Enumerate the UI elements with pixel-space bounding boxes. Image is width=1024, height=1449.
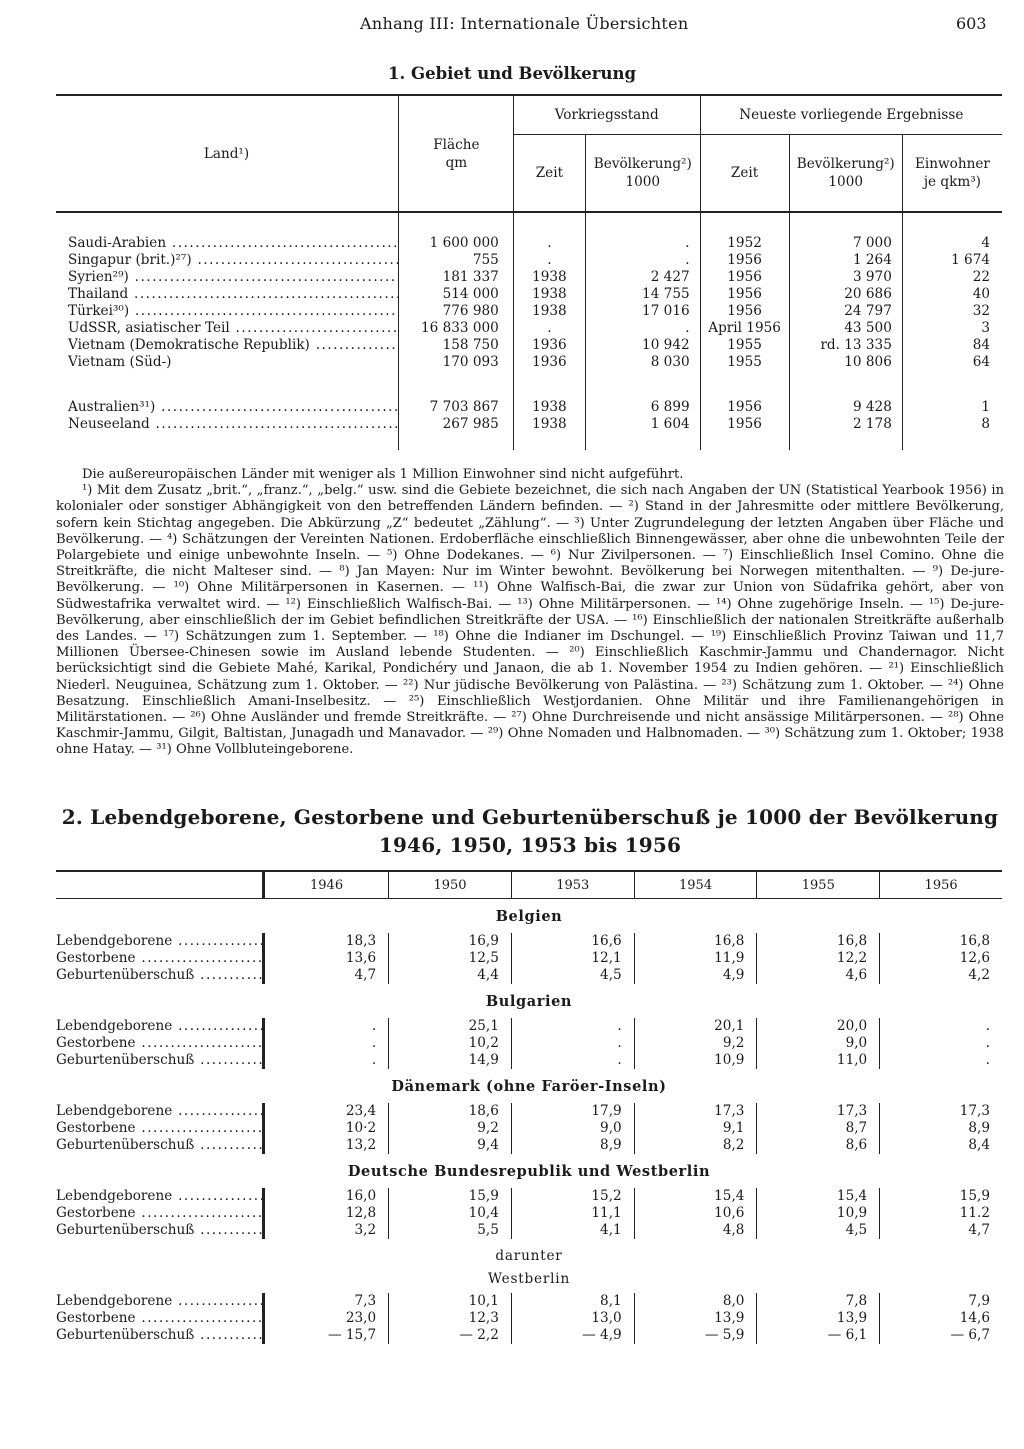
table-row: Gestorbene ..... 23,0 12,3 13,0 13,9 13,9 14,6 [56,1310,1002,1327]
footnotes [56,467,1004,759]
year-header: 1946 [264,871,389,899]
sub-label: darunter [495,1248,563,1264]
table-row: Lebendgeborene ..... 16,0 15,9 15,2 15,4 15,4 15,9 [56,1188,1002,1205]
year-header: 1953 [511,871,634,899]
population-table [56,94,1002,450]
col-header-zeit2: Zeit [700,135,789,213]
table-row: Türkei³⁰) ..... 776 980 1938 17 016 1956 24 797 32 [56,303,1002,320]
col-header-land: Land¹) [56,95,399,212]
section-title: Belgien [495,907,563,925]
table-row: Lebendgeborene ..... . 25,1 . 20,1 20,0 . [56,1018,1002,1035]
year-header: 1955 [757,871,880,899]
col-header-bev2: Bevölkerung²) 1000 [789,135,902,213]
table-row: Thailand ..... 514 000 1938 14 755 1956 20 686 40 [56,286,1002,303]
table-row: Geburtenüberschuß ..... — 15,7 — 2,2 — 4,9 — 5,9 — 6,1 — 6,7 [56,1327,1002,1344]
year-header: 1956 [880,871,1002,899]
table-row: Gestorbene ..... 13,6 12,5 12,1 11,9 12,2 12,6 [56,950,1002,967]
year-header: 1954 [634,871,757,899]
section-title: Deutsche Bundesrepublik und Westberlin [347,1162,711,1180]
table1-title: 1. Gebiet und Bevölkerung [388,64,636,83]
table-row: Lebendgeborene ..... 7,3 10,1 8,1 8,0 7,8 7,9 [56,1293,1002,1310]
section-title: Bulgarien [485,992,573,1010]
col-header-zeit1: Zeit [513,135,585,213]
table-row: Gestorbene ..... . 10,2 . 9,2 9,0 . [56,1035,1002,1052]
footnote-intro: Die außereuropäischen Länder mit weniger als 1 Million Einwohner sind nicht aufgeführt. [82,467,684,482]
footnote-body: ¹) Mit dem Zusatz „brit.“, „franz.“, „belg.“ usw. sind die Gebiete bezeichnet, die sich nach Angaben der UN (Statistical Yearbook 1956) in kolonialer oder sonstiger Abhängigkeit von den betreffenden Ländern befinden. — ²) Stand in der Jahresmitte oder mittlere Bevölkerung, sofern kein Stichtag angegeben. Die Abkürzung „Z“ bedeutet „Zählung“. — ³) Unter Zugrundelegung der letzten Angaben über Fläche und Bevölkerung. — ⁴) Schätzungen der Vereinten Nationen. Erdoberfläche einschließlich Binnengewässer, aber ohne die unbewohnten Teile der Polargebiete und einige unbewohnte Inseln. — ⁵) Ohne Dodekanes. — ⁶) Nur Zivilpersonen. — ⁷) Einschließlich Insel Comino. Ohne die Streitkräfte, die nicht Malteser sind. — ⁸) Jan Mayen: Nur im Winter bewohnt. Bevölkerung bei Norwegen mitenthalten. — ⁹) De-jure-Bevölkerung. — ¹⁰) Ohne Militärpersonen in Kasernen. — ¹¹) Ohne Walfisch-Bai, die zwar zur Union von Südafrika gehört, aber von Südwestafrika verwaltet wird. — ¹²) Einschließlich Walfisch-Bai. — ¹³) Ohne Militärpersonen. — ¹⁴) Ohne zugehörige Inseln. — ¹⁵) De-jure-Bevölkerung, aber einschließlich der im Gebiet befindlichen Streitkräfte der USA. — ¹⁶) Einschließlich der nationalen Streitkräfte außerhalb des Landes. — ¹⁷) Schätzungen zum 1. September. — ¹⁸) Ohne die Indianer im Dschungel. — ¹⁹) Einschließlich Provinz Taiwan und 11,7 Millionen Übersee-Chinesen sowie im Ausland lebende Studenten. — ²⁰) Einschließlich Kaschmir-Jammu und Chandernagor. Nicht berücksichtigt sind die Gebiete Mahé, Karikal, Pondichéry und Janaon, die ab 1. November 1954 zu Indien gehören. — ²¹) Einschließlich Niederl. Neuguinea, Schätzung zum 1. Oktober. — ²²) Nur jüdische Bevölkerung von Palästina. — ²³) Schätzung zum 1. Oktober. — ²⁴) Ohne Besatzung. Einschließlich Amani-Inselbesitz. — ²⁵) Einschließlich Westjordanien. Ohne Militär und ihre Familienangehörigen in Militärstationen. — ²⁶) Ohne Ausländer und fremde Streitkräfte. — ²⁷) Ohne Durchreisende und nicht ansässige Militärpersonen. — ²⁸) Ohne Kaschmir-Jammu, Gilgit, Baltistan, Junagadh und Manavador. — ²⁹) Ohne Nomaden und Halbnomaden. — ³⁰) Schätzung zum 1. Oktober; 1938 ohne Hatay. — ³¹) Ohne Vollbluteingeborene. [56,483,1004,758]
col-header-einwohner: Einwohner je qkm³) [902,135,1002,213]
table-row: Geburtenüberschuß ..... . 14,9 . 10,9 11,0 . [56,1052,1002,1069]
table-row: Gestorbene ..... 10·2 9,2 9,0 9,1 8,7 8,9 [56,1120,1002,1137]
table-row: Gestorbene ..... 12,8 10,4 11,1 10,6 10,9 11.2 [56,1205,1002,1222]
table-row: Lebendgeborene ..... 18,3 16,9 16,6 16,8 16,8 16,8 [56,933,1002,950]
table2-title: 2. Lebendgeborene, Gestorbene und Geburtenüberschuß je 1000 der Bevölkerung 1946, 1950, 1953 bis 1956 [61,805,999,857]
births-deaths-table [56,870,1002,1344]
table-row: Vietnam (Demokratische Republik) ..... 158 750 1936 10 942 1955 rd. 13 335 84 [56,337,1002,354]
year-header: 1950 [389,871,512,899]
col-header-neueste: Neueste vorliegende Ergebnisse [700,95,1002,135]
table-row: Geburtenüberschuß ..... 13,2 9,4 8,9 8,2 8,6 8,4 [56,1137,1002,1154]
table-row: UdSSR, asiatischer Teil ..... 16 833 000 . . April 1956 43 500 3 [56,320,1002,337]
col-header-vorkriegsstand: Vorkriegsstand [513,95,700,135]
table-row: Vietnam (Süd-) 170 093 1936 8 030 1955 10 806 64 [56,354,1002,371]
section-title: Dänemark (ohne Faröer-Inseln) [391,1077,667,1095]
table-row: Lebendgeborene ..... 23,4 18,6 17,9 17,3 17,3 17,3 [56,1103,1002,1120]
table-row: Geburtenüberschuß ..... 4,7 4,4 4,5 4,9 4,6 4,2 [56,967,1002,984]
table-row: Geburtenüberschuß ..... 3,2 5,5 4,1 4,8 4,5 4,7 [56,1222,1002,1239]
table-row: Syrien²⁹) ..... 181 337 1938 2 427 1956 3 970 22 [56,269,1002,286]
table-row: Saudi-Arabien ..... 1 600 000 . . 1952 7 000 4 [56,235,1002,252]
table-row: Neuseeland ..... 267 985 1938 1 604 1956 2 178 8 [56,416,1002,433]
sub-label: Westberlin [487,1270,571,1287]
col-header-bev1: Bevölkerung²) 1000 [585,135,700,213]
running-title: Anhang III: Internationale Übersichten [360,14,689,33]
table-row: Australien³¹) ..... 7 703 867 1938 6 899 1956 9 428 1 [56,399,1002,416]
page-number: 603 [956,14,987,33]
table-row: Singapur (brit.)²⁷) ..... 755 . . 1956 1 264 1 674 [56,252,1002,269]
col-header-flaeche: Fläche qm [399,95,514,212]
